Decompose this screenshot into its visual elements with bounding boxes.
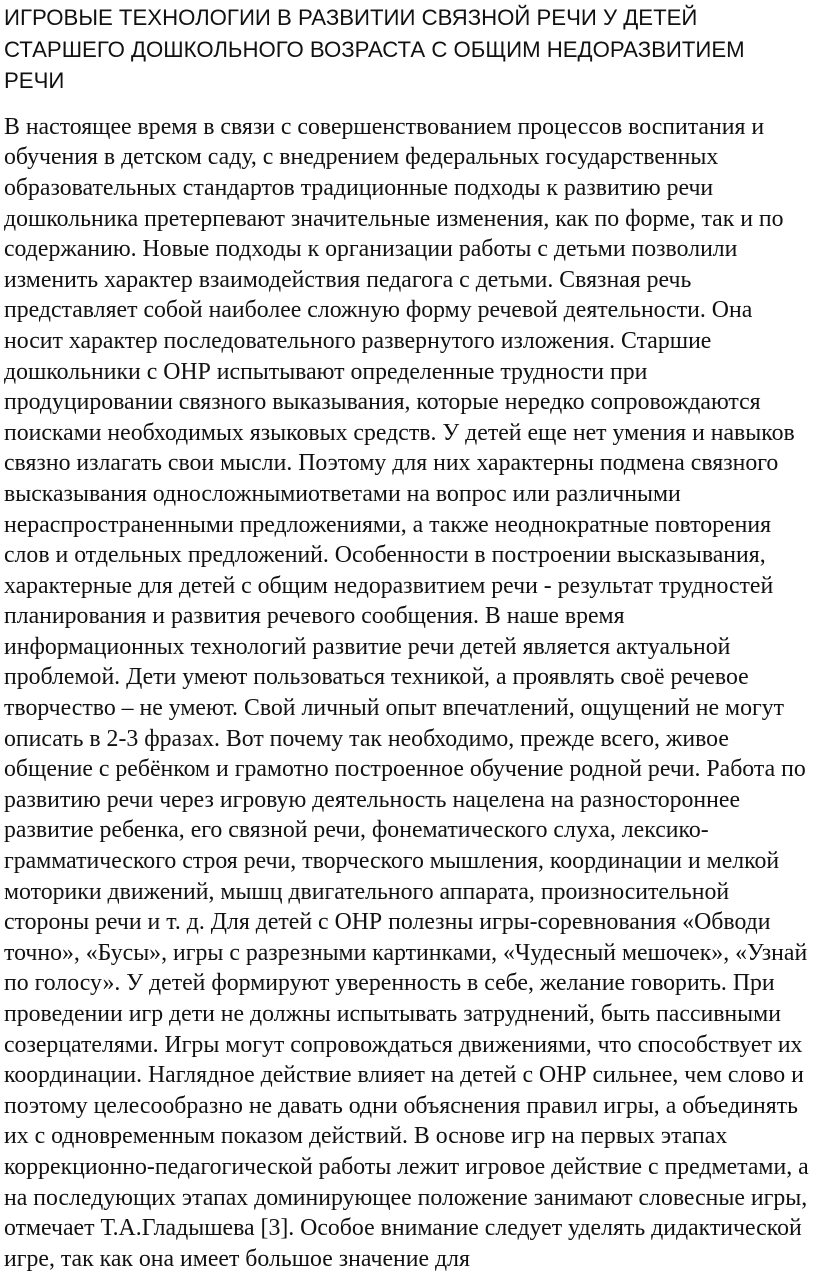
- document-title: ИГРОВЫЕ ТЕХНОЛОГИИ В РАЗВИТИИ СВЯЗНОЙ РЕЧИ У ДЕТЕЙ СТАРШЕГО ДОШКОЛЬНОГО ВОЗРАСТА С ОБЩИМ НЕДОРАЗВИТИЕМ РЕЧИ: [4, 5, 745, 94]
- document-body-paragraph: В настоящее время в связи с совершенствованием процессов воспитания и обучения в детском саду, с внедрением федеральных государственных образовательных стандартов традиционные подходы к развитию речи дошкольника претерпевают значительные изменения, как по форме, так и по содержанию. Новые подходы к организации работы с детьми позволили изменить характер взаимодействия педагога с детьми. Связная речь представляет собой наиболее сложную форму речевой деятельности. Она носит характер последовательного развернутого изложения. Старшие дошкольники с ОНР испытывают определенные трудности при продуцировании связного выказывания, которые нередко сопровождаются поисками необходимых языковых средств. У детей еще нет умения и навыков связно излагать свои мысли. Поэтому для них характерны подмена связного высказывания односложнымиответами на вопрос или различными нераспространенными предложениями, а также неоднократные повторения слов и отдельных предложений. Особенности в построении высказывания, характерные для детей с общим недоразвитием речи - результат трудностей планирования и развития речевого сообщения. В наше время информационных технологий развитие речи детей является актуальной проблемой. Дети умеют пользоваться техникой, а проявлять своё речевое творчество – не умеют. Свой личный опыт впечатлений, ощущений не могут описать в 2-3 фразах. Вот почему так необходимо, прежде всего, живое общение с ребёнком и грамотно построенное обучение родной речи. Работа по развитию речи через игровую деятельность нацелена на разностороннее развитие ребенка, его связной речи, фонематического слуха, лексико-грамматического строя речи, творческого мышления, координации и мелкой моторики движений, мышц двигательного аппарата, произносительной стороны речи и т. д. Для детей с ОНР полезны игры-соревнования «Обводи точно», «Бусы», игры с разрезными картинками, «Чудесный мешочек», «Узнай по голосу». У детей формируют уверенность в себе, желание говорить. При проведении игр дети не должны испытывать затруднений, быть пассивными созерцателями. Игры могут сопровождаться движениями, что способствует их координации. Наглядное действие влияет на детей с ОНР сильнее, чем слово и поэтому целесообразно не давать одни объяснения правил игры, а объединять их с одновременным показом действий. В основе игр на первых этапах коррекционно-педагогической работы лежит игровое действие с предметами, а на последующих этапах доминирующее положение занимают словесные игры, отмечает Т.А.Гладышева [3]. Особое внимание следует уделять дидактической игре, так как она имеет большое значение для: [4, 113, 809, 1272]
